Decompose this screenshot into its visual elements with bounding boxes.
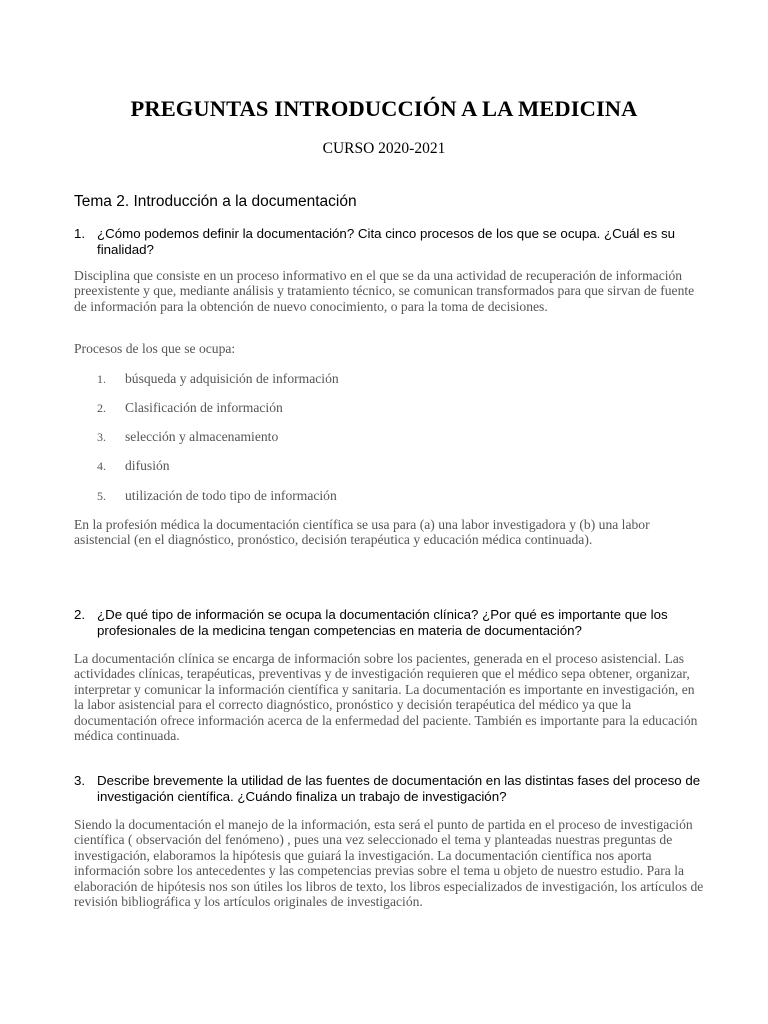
process-item-number: 4. xyxy=(97,459,106,473)
process-item-text: selección y almacenamiento xyxy=(125,429,279,444)
document-title: PREGUNTAS INTRODUCCIÓN A LA MEDICINA xyxy=(130,96,638,121)
question-2-text: ¿De qué tipo de información se ocupa la documentación clínica? ¿Por qué es importante que los profesionales de la medicina tengan competencias en materia de documentación? xyxy=(97,607,668,638)
question-1 xyxy=(74,226,714,257)
question-1-text: ¿Cómo podemos definir la documentación? Cita cinco procesos de los que se ocupa. ¿Cuál es su finalidad? xyxy=(97,226,675,257)
process-item-text: Clasificación de información xyxy=(125,400,283,415)
answer-1-purpose: En la profesión médica la documentación científica se usa para (a) una labor investigadora y (b) una labor asistencial (en el diagnóstico, pronóstico, decisión terapéutica y educación médica continuada). xyxy=(74,517,650,548)
process-item-text: utilización de todo tipo de información xyxy=(125,488,337,503)
question-3-text: Describe brevemente la utilidad de las fuentes de documentación en las distintas fases del proceso de investigación científica. ¿Cuándo finaliza un trabajo de investigación? xyxy=(97,773,701,804)
question-3-number: 3. xyxy=(74,773,86,788)
process-item-number: 1. xyxy=(97,372,106,386)
process-item xyxy=(97,429,278,445)
question-3 xyxy=(74,773,714,804)
process-item-text: difusión xyxy=(125,458,170,473)
answer-3: Siendo la documentación el manejo de la información, esta será el punto de partida en el proceso de investigación científica ( observación del fenómeno) , pues una vez seleccionado el tema y planteadas nuestras preguntas de investigación, elaboramos la hipótesis que guiará la investigación. La documentación científica nos aporta información sobre los antecedentes y las competencias previas sobre el tema u objeto de nuestro estudio. Para la elaboración de hipótesis nos son útiles los libros de texto, los libros especializados de investigación, los artículos de revisión bibliográfica y los artículos originales de investigación. xyxy=(74,817,704,910)
question-2-number: 2. xyxy=(74,607,86,622)
process-item-number: 3. xyxy=(97,430,106,444)
course-year: CURSO 2020-2021 xyxy=(322,140,446,157)
section-heading: Tema 2. Introducción a la documentación xyxy=(74,193,357,210)
answer-1-definition: Disciplina que consiste en un proceso informativo en el que se da una actividad de recuperación de información preexistente y que, mediante análisis y tratamiento técnico, se comunican transformados para que sirvan de fuente de información para la obtención de nuevo conocimiento, o para la toma de decisiones. xyxy=(74,268,695,314)
process-item xyxy=(97,400,283,416)
question-1-number: 1. xyxy=(74,226,86,241)
process-item xyxy=(97,488,337,504)
process-item-number: 5. xyxy=(97,489,106,503)
process-item xyxy=(97,458,170,474)
answer-2: La documentación clínica se encarga de información sobre los pacientes, generada en el proceso asistencial. Las actividades clínicas, terapéuticas, preventivas y de investigación requieren que el médico sepa obtener, organizar, interpretar y comunicar la información científica y sanitaria. La documentación es importante en investigación, en la labor asistencial para el correcto diagnóstico, pronóstico y decisión terapéutica del médico ya que la documentación ofrece información acerca de la enfermedad del paciente. También es importante para la educación médica continuada. xyxy=(74,651,698,744)
process-item-text: búsqueda y adquisición de información xyxy=(125,371,339,386)
process-item xyxy=(97,371,339,387)
answer-1-processes-intro: Procesos de los que se ocupa: xyxy=(74,341,236,356)
question-2 xyxy=(74,607,714,638)
process-item-number: 2. xyxy=(97,401,106,415)
